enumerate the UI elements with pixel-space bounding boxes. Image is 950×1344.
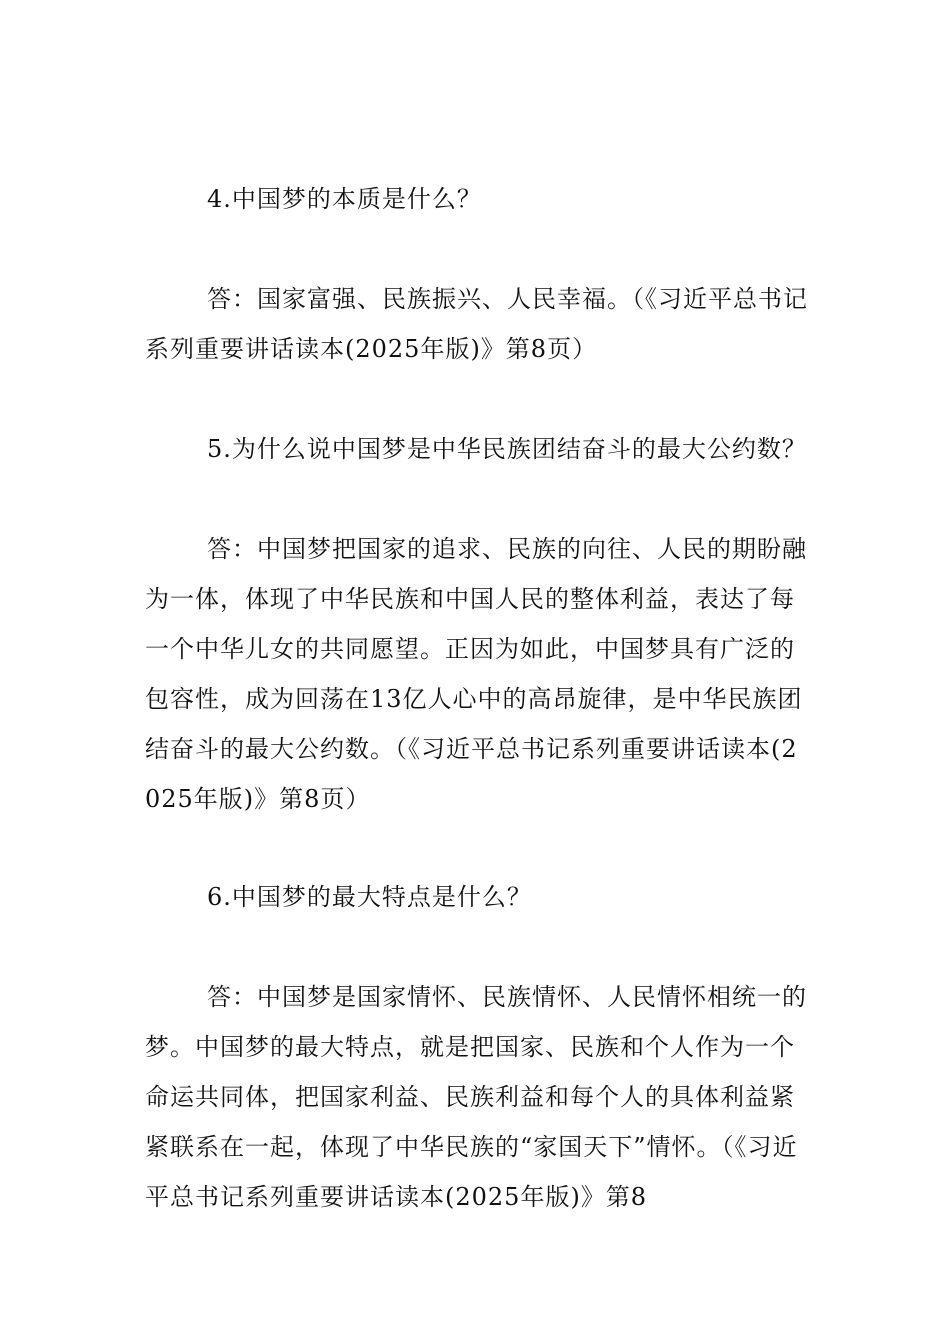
question-6: 6.中国梦的最大特点是什么？ xyxy=(207,883,532,911)
answer-6: 答：中国梦是国家情怀、民族情怀、人民情怀相统一的梦。中国梦的最大特点，就是把国家、民族和个人作为一个命运共同体，把国家利益、民族利益和每个人的具体利益紧紧联系在一起，体现了中华民族的“家国天下”情怀。（《习近平总书记系列重要讲话读本(2025年版)》第8 xyxy=(145,983,807,1211)
answer-4: 答：国家富强、民族振兴、人民幸福。（《习近平总书记系列重要讲话读本(2025年版)》第8页） xyxy=(145,285,808,363)
question-5: 5.为什么说中国梦是中华民族团结奋斗的最大公约数？ xyxy=(207,435,807,463)
answer-5: 答：中国梦把国家的追求、民族的向往、人民的期盼融为一体，体现了中华民族和中国人民的整体利益，表达了每一个中华儿女的共同愿望。正因为如此，中国梦具有广泛的包容性，成为回荡在13亿人心中的高昂旋律，是中华民族团结奋斗的最大公约数。（《习近平总书记系列重要讲话读本(2025年版)》第8页） xyxy=(145,535,807,813)
question-4: 4.中国梦的本质是什么？ xyxy=(207,185,482,213)
